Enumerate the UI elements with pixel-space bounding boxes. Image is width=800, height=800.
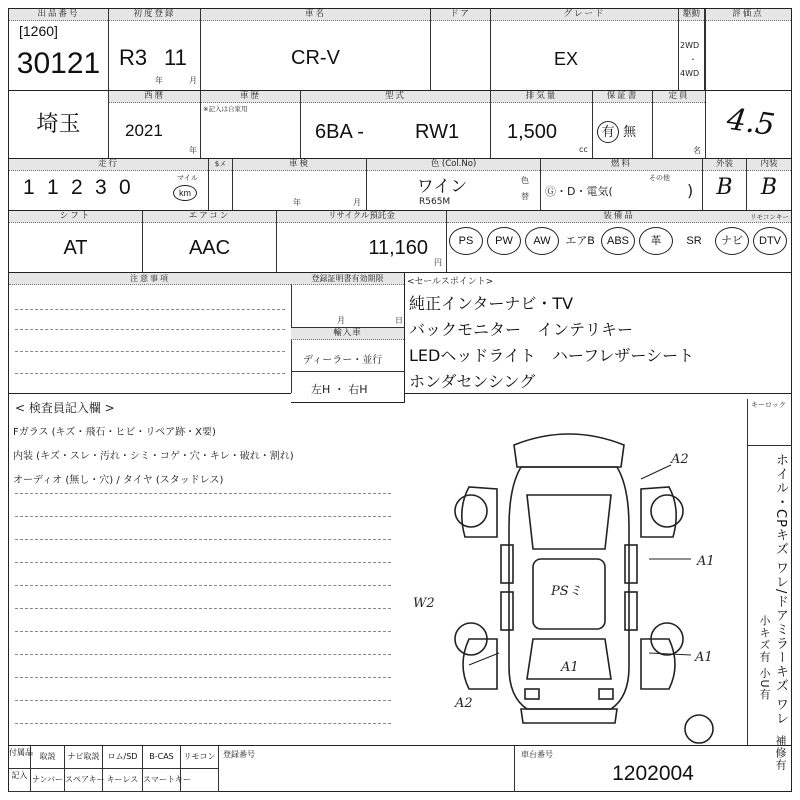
drive-4wd: 4WD [680,69,700,78]
color-change-2: 替 [521,192,529,201]
dotline [15,373,285,374]
mileage-label: 走行 [9,159,208,171]
ruled-line [15,516,391,517]
prefecture: 埼玉 [36,111,81,136]
inspector-line-2: 内装 (キズ・スレ・汚れ・シミ・コゲ・穴・キレ・破れ・割れ) [13,451,294,462]
inspector-line-3: オーディオ (無し・穴) / タイヤ (スタッドレス) [13,475,224,486]
equip-aw: AW [525,227,559,255]
registration-box [291,273,405,403]
recycle-label: リサイクル預託金 [277,211,446,223]
car-name-label: 車名 [201,9,430,21]
grade-label: グレード [491,9,678,21]
drive-cell [679,9,705,90]
prefecture-cell [9,91,109,158]
dotline [15,329,285,330]
equip-navi: ナビ [715,227,749,255]
ruled-line [15,654,391,655]
caution-label: 注意事項 [9,273,291,285]
expiry-tsuki: 月 [337,316,345,325]
door-cell [431,9,491,90]
exterior-label: 外装 [703,159,746,171]
interior-cell [747,159,791,210]
recycle-cell [277,211,447,272]
footer [9,745,791,792]
drive-label: 駆動 [679,9,704,21]
ac-label: エアコン [143,211,276,223]
warranty-label: 保証書 [593,91,652,103]
ruled-line [15,585,391,586]
color-label: 色 (Col.No) [367,159,540,171]
mark-a1-rear-right: A1 [695,650,713,665]
lot-label: 出品番号 [9,9,108,21]
year-cell [109,91,201,158]
color-change-1: 色 [521,176,529,185]
model-code: RW1 [415,121,460,143]
leader-line [641,465,671,479]
mark-a2-rear-left: A2 [455,696,473,711]
fuel-cell [541,159,703,210]
ruled-line [15,539,391,540]
fuel-options: Ⓖ・D・電気( [545,185,613,198]
auction-sheet [8,8,792,792]
mark-roof: PSミ [551,584,582,599]
row-model [9,91,705,159]
windshield [527,495,611,549]
warranty-values [597,121,636,143]
mark-a2-top: A2 [671,452,689,467]
mileage-cell [9,159,209,210]
ac-cell [143,211,277,272]
acc-smart-key: スマートキー [143,769,181,792]
score-value: 4.5 [724,101,777,144]
left-front-fender [462,487,497,537]
drive-2wd: 2WD [680,41,700,50]
inspection-cell [233,159,367,210]
key-lock-label: キーロック [751,401,786,409]
car-name: CR-V [291,47,340,69]
import-type: ディーラー・並行 [303,355,383,366]
lot-cell [9,9,109,90]
side-note-3: 補修有 [774,735,787,771]
score-divider [705,9,706,159]
interior-grade: B [760,175,778,200]
mile-unit: マイル [177,174,198,182]
reg-no-label: 登録番号 [223,750,255,759]
history-label: 車歴 [201,91,300,103]
equip-ps: PS [449,227,483,255]
mark-a1-right: A1 [697,554,715,569]
equip-pw: PW [487,227,521,255]
left-rear-door [501,592,513,630]
acc-manual: 取説 [31,746,65,769]
displacement-label: 排気量 [491,91,592,103]
shift: AT [63,237,88,259]
score-label: 評価点 [705,9,791,21]
wheel-front-left [455,495,487,527]
divider [291,371,404,372]
history-cell [201,91,301,158]
acc-navi-manual: ナビ取説 [65,746,103,769]
mileage-digit: 3 [95,176,107,199]
acc-blank [181,769,219,792]
insp-nen: 年 [293,198,301,207]
color-cell [367,159,541,210]
footer-label-2 [9,769,31,792]
tail-light-right [599,689,613,699]
sales-section [405,273,791,393]
equip-dtv: DTV [753,227,787,255]
warranty-no: 無 [623,125,637,140]
ruled-line [15,723,391,724]
reg-month: 11 [164,45,187,70]
row-header [9,9,791,91]
displacement-cell [491,91,593,158]
footer-label-2-text: 記入 [11,771,28,780]
acc-spare-key: スペアキー [65,769,103,792]
nen-mark: 年 [155,76,163,85]
reg-era: R3 [119,45,148,70]
first-reg-cell [109,9,201,90]
fuel-other: その他 [649,174,670,182]
color: ワイン [416,177,468,196]
inspection-label: 車検 [233,159,366,171]
spare-wheel [685,715,713,743]
right-rear-fender [641,639,675,689]
ruled-line [15,700,391,701]
grade: EX [553,49,578,69]
reg-expiry-label: 登録証明書有効期限 [291,273,404,285]
equipment-cell [447,211,791,272]
door-label: ドア [431,9,490,21]
acc-remote: リモコン [181,746,219,769]
reg-no-cell [219,746,515,792]
row-equipment [9,211,791,273]
fuel-label: 燃料 [541,159,702,171]
sales-line: LEDヘッドライト ハーフレザーシート [409,346,695,365]
footer-label-1-text: 付属品 [9,748,33,757]
first-reg-label: 初度登録 [109,9,200,21]
km-unit: km [173,185,197,201]
mark-a1-rear: A1 [561,660,579,675]
ruled-line [15,631,391,632]
sales-label: <セールスポイント> [407,277,494,287]
equipment-label: 装備品 [447,211,791,223]
left-front-door [501,545,513,583]
left-rear-fender [463,639,497,689]
chassis-no: 1202004 [612,762,694,785]
model-prefix: 6BA - [315,121,364,143]
front-bumper-shape [514,434,624,467]
history-note: ※記入は自家用 [203,105,248,113]
warranty-yes: 有 [597,121,619,143]
inspector-title: < 検査員記入欄 > [15,401,115,415]
acc-rom: ロム/SD [103,746,143,769]
side-note-2: 小キズ有 小U有 [758,615,771,701]
drive-dot: ・ [689,55,697,64]
sales-line: バックモニター インテリキー [409,320,634,339]
year-label: 西暦 [109,91,200,103]
insp-tsuki: 月 [353,198,361,207]
dotline [15,309,285,310]
acc-keyless: キーレス [103,769,143,792]
grade-cell [491,9,679,90]
mileage-digits [23,176,143,200]
sales-line: ホンダセンシング [409,372,536,391]
warranty-cell [593,91,653,158]
ruled-line [15,608,391,609]
year: 2021 [125,121,163,140]
meter-cell [209,159,233,210]
shift-cell [9,211,143,272]
score-header [705,9,791,20]
rear-bumper [521,709,617,723]
ruled-line [15,493,391,494]
sales-line: 純正インターナビ・TV [409,294,574,313]
caution-section [9,273,292,393]
car-name-cell [201,9,431,90]
handle-side: 左H ・ 右H [311,383,368,396]
acc-bcas: B-CAS [143,746,181,769]
side-note-1: ホイル・CPキズ ワレ/ドアミラーキズ ワレ [773,453,788,726]
meter-label: $メ [209,159,232,171]
right-front-fender [641,487,676,537]
footer-label-1 [9,746,31,769]
right-rear-door [625,592,637,630]
key-lock-box [747,399,792,446]
lot-number: 30121 [16,47,101,80]
equip-abs: ABS [601,227,635,255]
ruled-line [15,562,391,563]
model-cell [301,91,491,158]
mark-w2: W2 [413,596,435,611]
tsuki-mark: 月 [189,76,197,85]
mileage-digit: 0 [119,176,131,199]
displacement: 1,500 [507,121,558,143]
model-label: 型式 [301,91,490,103]
mileage-digit: 1 [47,176,59,199]
inspector-line-1: Fガラス (キズ・飛石・ヒビ・リペア跡・X要) [13,427,216,438]
yen-unit: 円 [434,258,442,267]
row-mileage [9,159,791,211]
ruled-line [15,677,391,678]
dotline [15,351,285,352]
chassis-no-cell [515,746,791,792]
lot-bracket: [1260] [19,23,58,39]
expiry-hi: 日 [395,316,403,325]
side-notes [747,445,792,771]
chassis-no-label: 車台番号 [521,750,553,759]
exterior-grade: B [716,175,733,200]
mileage-digit: 1 [23,176,35,199]
year-nen: 年 [189,146,197,155]
fuel-close: ) [687,181,694,200]
equip-sr: SR [686,235,702,247]
tail-light-left [525,689,539,699]
key-note-label: リモコンキー [750,213,789,221]
color-code: R565M [419,197,451,207]
sales-points [409,291,694,395]
right-front-door [625,545,637,583]
car-damage-diagram [409,417,739,742]
equip-airbag: エアB [565,235,595,247]
shift-label: シフト [9,211,142,223]
cc-unit: cc [579,145,588,154]
exterior-cell [703,159,747,210]
ac: AAC [188,237,231,259]
capacity-unit: 名 [693,146,701,155]
import-label: 輸入車 [291,328,404,340]
interior-label: 内装 [747,159,791,171]
wheel-front-right [651,495,683,527]
mileage-digit: 2 [71,176,83,199]
recycle: 11,160 [368,237,428,259]
capacity-label: 定員 [653,91,705,103]
acc-plate: ナンバー [31,769,65,792]
capacity-cell [653,91,705,158]
equip-leather: 革 [639,227,673,255]
